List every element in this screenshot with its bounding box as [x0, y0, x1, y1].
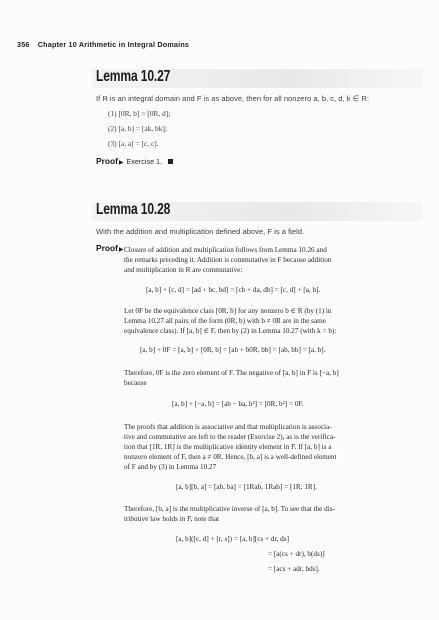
proof-text: Exercise 1.: [126, 157, 163, 166]
running-header: [17, 40, 189, 49]
proof-line-1: Closure of addition and multiplication follows from Lemma 10.26 and: [124, 246, 327, 254]
proof-line-7: equivalence class). If [a, b] ∈ F, then by (2) in Lemma 10.27 (with k = b):: [124, 327, 337, 335]
proof-line-14: tion that [1R, 1R] is the multiplicative identity element in F. If [a, b] is a: [124, 443, 332, 451]
chapter-title: Chapter 10 Arithmetic in Integral Domains: [37, 40, 190, 49]
lemma-1027-item-2: (2) [a, b] = [ak, bk];: [108, 124, 167, 133]
proof-line-9: Therefore, 0F is the zero element of F. The negative of [a, b] in F is [−a, b]: [124, 369, 339, 377]
equation-commutative: [a, b] + [c, d] = [ad + bc, bd] = [cb + da, db] = [c, d] + [a, b].: [146, 286, 321, 294]
equation-zero: [a, b] + 0F = [a, b] + [0R, b] = [ab + b0R, bb] = [ab, bb] = [a, b].: [140, 346, 326, 354]
triangle-icon: ▶: [118, 247, 124, 253]
lemma-1027-title: Lemma 10.27: [96, 68, 171, 85]
proof-line-10: because: [124, 379, 147, 387]
proof-line-12: The proofs that addition is associative and that multiplication is associa-: [124, 423, 332, 431]
proof-line-16: of F and by (3) in Lemma 10.27: [124, 463, 217, 471]
proof-line-18: Therefore, [b, a] is the multiplicative inverse of [a, b]. To see that the dis-: [124, 505, 335, 513]
proof-line-5: Let 0F be the equivalence class [0R, b] for any nonzero b ∈ R (by (1) in: [124, 307, 332, 315]
equation-inverse: [a, b][b, a] = [ab, ba] = [1Rab, 1Rab] = [1R, 1R].: [176, 483, 317, 491]
triangle-icon: ▶: [118, 160, 124, 166]
qed-icon: [168, 159, 173, 164]
proof-line-15: nonzero element of F, then a ≠ 0R. Hence, [b, a] is a well-defined element: [124, 453, 337, 461]
proof-label: Proof: [96, 156, 118, 166]
equation-distributive-1: [a, b]([c, d] + [r, s]) = [a, b][cs + dr, ds]: [176, 535, 289, 543]
proof-line-2: the remarks preceding it. Addition is commutative in F because addition: [124, 256, 332, 264]
lemma-1027-item-1: (1) [0R, b] = [0R, d];: [108, 109, 171, 118]
equation-distributive-2: = [a(cs + dr), b(ds)]: [268, 550, 325, 558]
lemma-1027-proof: [96, 156, 173, 167]
equation-negative: [a, b] + [−a, b] = [ab − ba, b²] = [0R, b²] = 0F.: [172, 400, 304, 408]
lemma-1028-proof-label: Proof▶: [96, 243, 124, 253]
proof-line-13: tive and commutative are left to the reader (Exercise 2), as is the verifica-: [124, 433, 336, 441]
proof-line-3: and multiplication in R are commutative:: [124, 266, 243, 274]
page-number: 356: [17, 40, 30, 49]
lemma-1027-item-3: (3) [a, a] = [c, c].: [108, 139, 159, 148]
lemma-1028-title: Lemma 10.28: [96, 201, 171, 218]
lemma-1027-statement: If R is an integral domain and F is as above, then for all nonzero a, b, c, d, k ∈ R:: [96, 94, 369, 103]
proof-line-6: Lemma 10.27 all pairs of the form (0R, b) with b ≠ 0R are in the same: [124, 317, 326, 325]
lemma-1028-statement: With the addition and multiplication defined above, F is a field.: [96, 227, 305, 236]
equation-distributive-3: = [acs + adr, bds].: [268, 565, 320, 573]
proof-line-19: tributive law holds in F, note that: [124, 515, 220, 523]
